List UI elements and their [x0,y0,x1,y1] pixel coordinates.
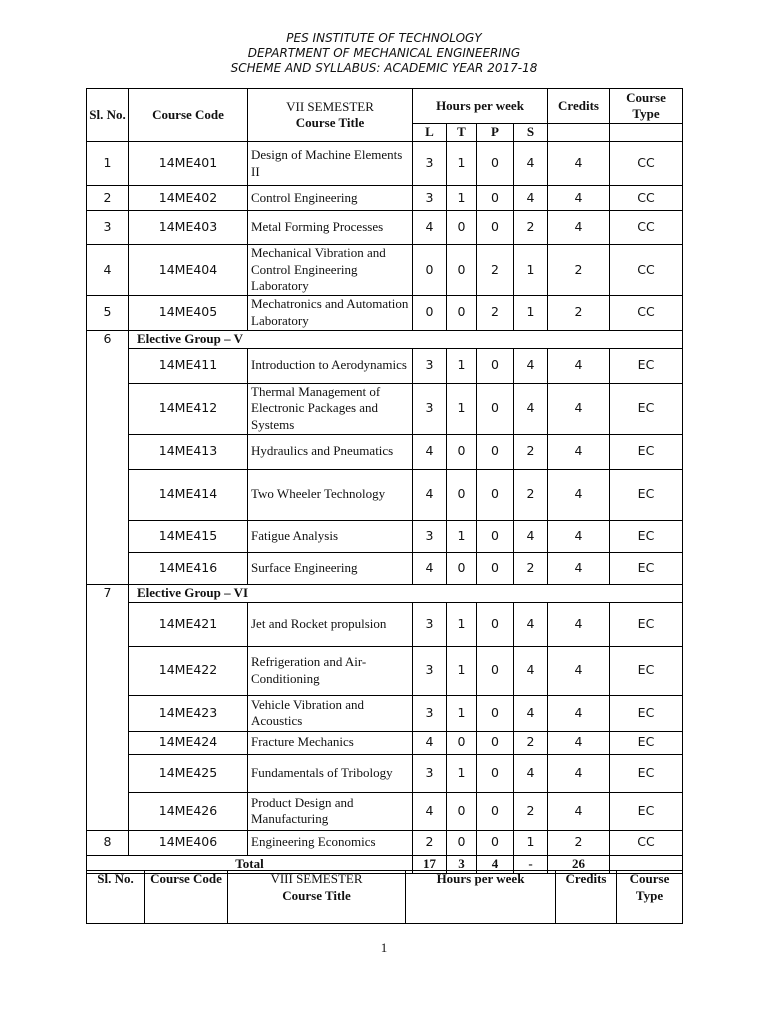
course-code-header: Course Code [145,871,228,924]
table-header-row [87,871,683,924]
course-title: Design of Machine Elements II [248,142,413,186]
table-row [87,469,683,520]
hours-p: 0 [477,830,514,855]
course-code: 14ME401 [129,142,248,186]
hours-t: 0 [447,731,477,754]
hours-l: 3 [413,646,447,695]
table-header-row [87,89,683,124]
course-title: Refrigeration and Air-Conditioning [248,646,413,695]
elective-group-label: Elective Group – VI [129,584,683,602]
credits: 4 [548,695,610,731]
course-title: Jet and Rocket propulsion [248,602,413,646]
course-type: EC [610,434,683,469]
credits: 4 [548,731,610,754]
total-label: Total [87,855,413,873]
s-header: S [514,124,548,142]
course-title: Mechatronics and Automation Laboratory [248,295,413,330]
hours-t: 1 [447,142,477,186]
hours-s: 4 [514,602,548,646]
hours-s: 2 [514,211,548,245]
semester-label: VII SEMESTER [286,98,374,114]
page-number: 1 [380,940,388,955]
total-credits: 26 [548,855,610,873]
course-type: EC [610,520,683,552]
hours-t: 1 [447,602,477,646]
hours-s: 4 [514,754,548,792]
course-code: 14ME404 [129,245,248,296]
hours-s: 4 [514,142,548,186]
course-code: 14ME412 [129,383,248,434]
semester-label: VIII SEMESTER [270,871,363,886]
credits: 4 [548,348,610,383]
course-code: 14ME402 [129,186,248,211]
table-row [87,211,683,245]
hours-s: 4 [514,383,548,434]
hours-p: 2 [477,245,514,296]
viii-semester-table [86,870,683,924]
hours-t: 0 [447,792,477,830]
hours-l: 3 [413,520,447,552]
course-type: CC [610,245,683,296]
course-title-label: Course Title [295,115,365,130]
credits: 4 [548,520,610,552]
hours-t: 1 [447,754,477,792]
hours-t: 1 [447,520,477,552]
vii-semester-table [86,88,683,874]
hours-p: 0 [477,142,514,186]
hours-l: 0 [413,295,447,330]
table-row [87,520,683,552]
hours-t: 1 [447,383,477,434]
course-title: Fracture Mechanics [248,731,413,754]
course-type: EC [610,754,683,792]
course-code: 14ME421 [129,602,248,646]
course-code: 14ME425 [129,754,248,792]
course-type: EC [610,731,683,754]
course-code: 14ME423 [129,695,248,731]
hours-p: 0 [477,211,514,245]
course-title: Fatigue Analysis [248,520,413,552]
hours-t: 1 [447,186,477,211]
hours-p: 0 [477,602,514,646]
hours-t: 0 [447,434,477,469]
course-code: 14ME422 [129,646,248,695]
credits: 4 [548,142,610,186]
hours-l: 3 [413,142,447,186]
hours-p: 0 [477,754,514,792]
course-title: Engineering Economics [248,830,413,855]
hours-l: 3 [413,348,447,383]
course-type: EC [610,469,683,520]
hours-s: 2 [514,434,548,469]
course-code: 14ME406 [129,830,248,855]
credits: 4 [548,602,610,646]
hours-t: 1 [447,646,477,695]
credits: 4 [548,434,610,469]
hours-s: 2 [514,792,548,830]
course-code: 14ME411 [129,348,248,383]
total-p: 4 [477,855,514,873]
course-type: EC [610,383,683,434]
hours-s: 1 [514,245,548,296]
hours-t: 0 [447,245,477,296]
l-header: L [413,124,447,142]
hours-l: 0 [413,245,447,296]
course-title: Mechanical Vibration and Control Engineering Laboratory [248,245,413,296]
credits: 4 [548,552,610,584]
table-row [87,646,683,695]
hours-s: 1 [514,830,548,855]
course-title: Surface Engineering [248,552,413,584]
course-type: CC [610,186,683,211]
credits: 4 [548,792,610,830]
total-t: 3 [447,855,477,873]
hours-l: 3 [413,754,447,792]
sl-no: 8 [87,830,129,855]
course-type: CC [610,211,683,245]
sl-no: 5 [87,295,129,330]
hours-p: 0 [477,695,514,731]
hours-s: 4 [514,646,548,695]
hours-header: Hours per week [413,89,548,124]
course-code: 14ME413 [129,434,248,469]
credits: 4 [548,469,610,520]
hours-p: 2 [477,295,514,330]
course-type: CC [610,830,683,855]
hours-l: 4 [413,552,447,584]
hours-l: 3 [413,186,447,211]
institute-name: PES INSTITUTE OF TECHNOLOGY [286,31,482,45]
hours-l: 4 [413,731,447,754]
table-row [87,142,683,186]
table-row [87,792,683,830]
course-type-header: Course Type [617,871,683,924]
hours-p: 0 [477,646,514,695]
credits-header: Credits [548,89,610,124]
table-row [87,602,683,646]
type-subheader [610,124,683,142]
credits: 2 [548,245,610,296]
course-type: CC [610,295,683,330]
table-row [87,552,683,584]
course-code: 14ME415 [129,520,248,552]
hours-p: 0 [477,383,514,434]
table-row [87,295,683,330]
hours-t: 0 [447,552,477,584]
table-row [87,186,683,211]
hours-p: 0 [477,552,514,584]
course-title-header [248,89,413,142]
credits: 4 [548,211,610,245]
hours-l: 3 [413,383,447,434]
sl-no-header: Sl. No. [87,871,145,924]
hours-s: 4 [514,186,548,211]
sl-no: 3 [87,211,129,245]
hours-l: 3 [413,695,447,731]
course-type: CC [610,142,683,186]
credits-header: Credits [556,871,617,924]
table-row [87,383,683,434]
hours-t: 1 [447,695,477,731]
total-l: 17 [413,855,447,873]
hours-header: Hours per week [406,871,556,924]
course-code: 14ME414 [129,469,248,520]
p-header: P [477,124,514,142]
hours-p: 0 [477,731,514,754]
course-code: 14ME403 [129,211,248,245]
table-row [87,695,683,731]
course-title: Thermal Management of Electronic Packages and Systems [248,383,413,434]
hours-p: 0 [477,792,514,830]
course-title: Introduction to Aerodynamics [248,348,413,383]
table-row [87,754,683,792]
hours-t: 0 [447,469,477,520]
elective-group-row [87,584,683,602]
sl-no: 2 [87,186,129,211]
hours-t: 0 [447,295,477,330]
department-name: DEPARTMENT OF MECHANICAL ENGINEERING [247,46,521,60]
hours-l: 4 [413,792,447,830]
course-code: 14ME424 [129,731,248,754]
course-type: EC [610,695,683,731]
course-title: Vehicle Vibration and Acoustics [248,695,413,731]
hours-l: 3 [413,602,447,646]
course-type: EC [610,602,683,646]
scheme-title: SCHEME AND SYLLABUS: ACADEMIC YEAR 2017-18 [230,61,538,75]
table-row [87,434,683,469]
total-s: - [514,855,548,873]
hours-s: 4 [514,348,548,383]
credits-subheader [548,124,610,142]
sl-no: 7 [87,584,129,830]
credits: 4 [548,186,610,211]
table-row [87,348,683,383]
hours-p: 0 [477,520,514,552]
hours-p: 0 [477,469,514,520]
course-title-label: Course Title [282,887,351,903]
hours-t: 1 [447,348,477,383]
elective-group-label: Elective Group – V [129,330,683,348]
course-title: Two Wheeler Technology [248,469,413,520]
hours-p: 0 [477,186,514,211]
course-type: EC [610,348,683,383]
hours-s: 1 [514,295,548,330]
hours-l: 4 [413,211,447,245]
course-title: Hydraulics and Pneumatics [248,434,413,469]
sl-no: 4 [87,245,129,296]
table-row [87,731,683,754]
sl-no-header: Sl. No. [87,89,129,142]
course-code: 14ME426 [129,792,248,830]
elective-group-row [87,330,683,348]
course-title-header [228,871,406,924]
credits: 4 [548,646,610,695]
course-title: Control Engineering [248,186,413,211]
course-title: Fundamentals of Tribology [248,754,413,792]
hours-t: 0 [447,830,477,855]
course-title: Product Design and Manufacturing [248,792,413,830]
sl-no: 6 [87,330,129,584]
course-code-header: Course Code [129,89,248,142]
hours-s: 2 [514,469,548,520]
hours-l: 4 [413,469,447,520]
course-type-header: Course Type [610,89,683,124]
hours-p: 0 [477,434,514,469]
credits: 4 [548,383,610,434]
hours-s: 4 [514,520,548,552]
hours-t: 0 [447,211,477,245]
credits: 4 [548,754,610,792]
hours-s: 2 [514,552,548,584]
course-title: Metal Forming Processes [248,211,413,245]
hours-p: 0 [477,348,514,383]
hours-s: 4 [514,695,548,731]
course-type: EC [610,792,683,830]
sl-no: 1 [87,142,129,186]
credits: 2 [548,830,610,855]
hours-l: 2 [413,830,447,855]
hours-l: 4 [413,434,447,469]
hours-s: 2 [514,731,548,754]
table-row [87,245,683,296]
credits: 2 [548,295,610,330]
table-row [87,830,683,855]
course-code: 14ME416 [129,552,248,584]
t-header: T [447,124,477,142]
course-type: EC [610,646,683,695]
course-type: EC [610,552,683,584]
course-code: 14ME405 [129,295,248,330]
